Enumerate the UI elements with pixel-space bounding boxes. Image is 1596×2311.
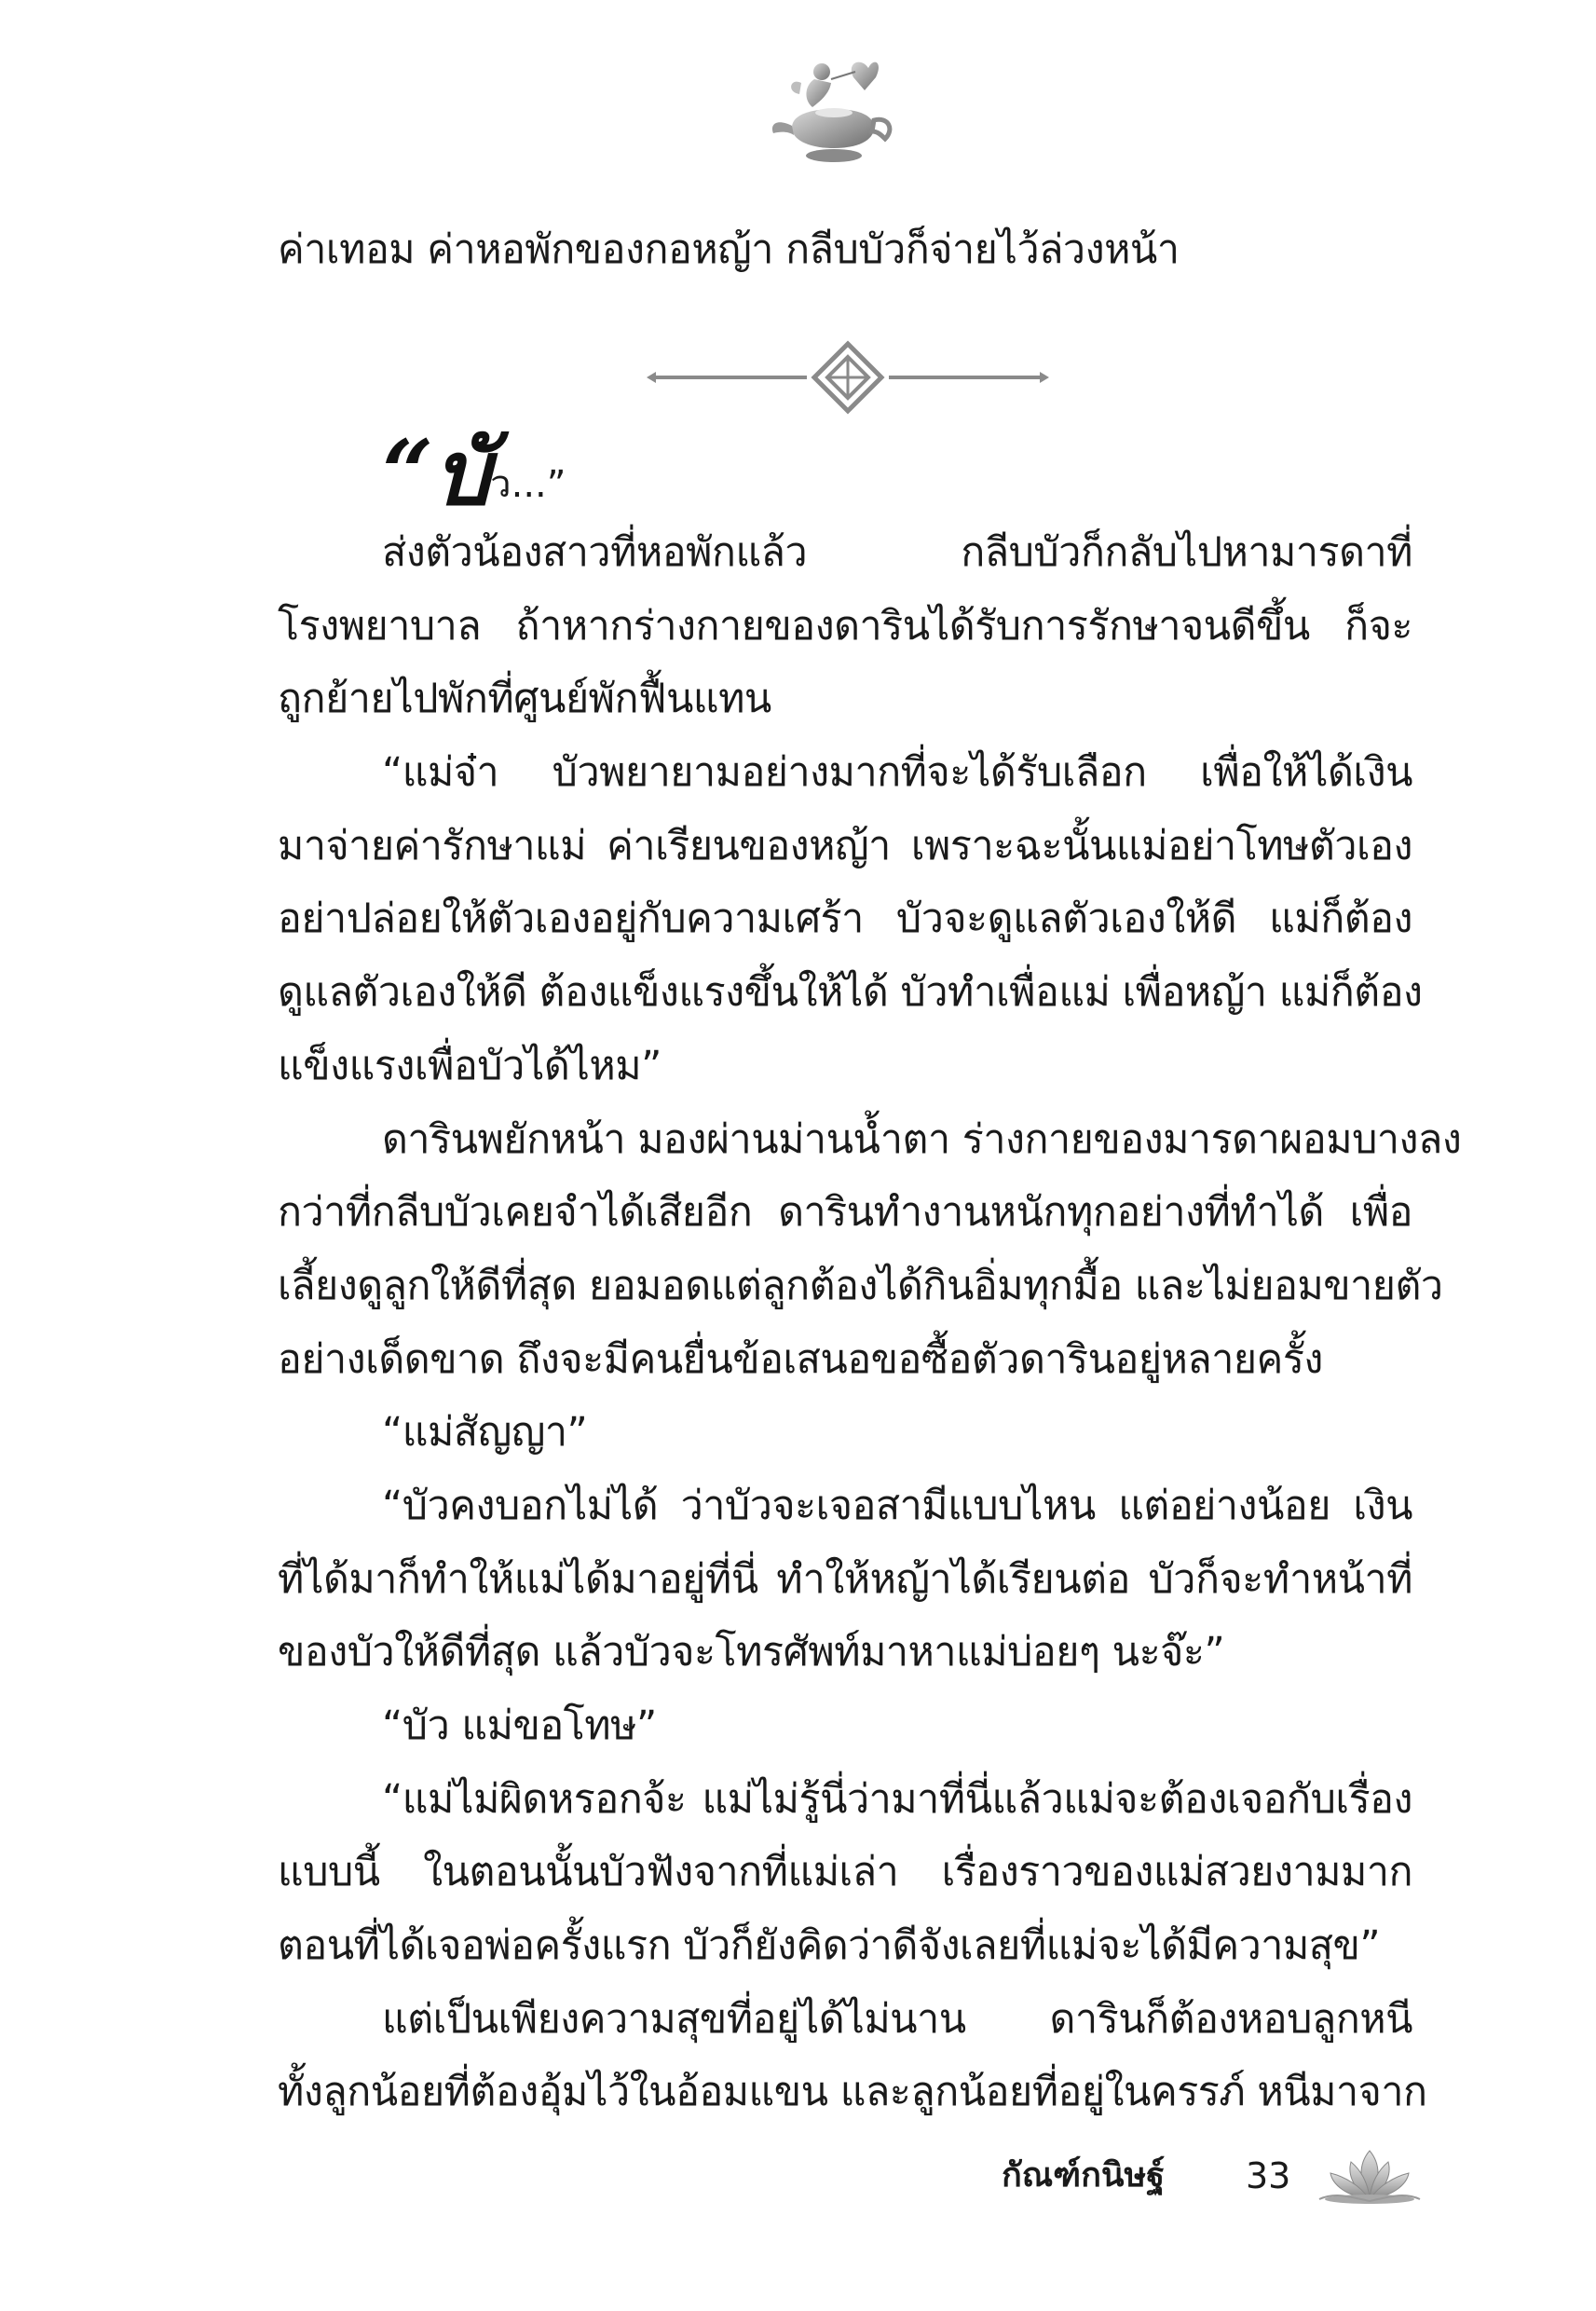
diamond-ornament-divider-icon xyxy=(643,340,1053,415)
text-line: ของบัวให้ดีที่สุด แล้วบัวจะโทรศัพท์มาหาแม่บ่อยๆ นะจ๊ะ” xyxy=(278,1629,1225,1676)
page-number: 33 xyxy=(1246,2155,1291,2196)
text-line: มาจ่ายค่ารักษาแม่ ค่าเรียนของหญ้า เพราะฉะนั้นแม่อย่าโทษตัวเอง xyxy=(278,822,1412,869)
text-line: โรงพยาบาล ถ้าหากร่างกายของดารินได้รับการรักษาจนดีขึ้น ก็จะ xyxy=(278,602,1412,650)
text-line: อย่าปล่อยให้ตัวเองอยู่กับความเศร้า บัวจะดูแลตัวเองให้ดี แม่ก็ต้อง xyxy=(278,896,1412,943)
chapter-opening xyxy=(382,417,566,529)
book-title: กัณฑ์กนิษฐ์ xyxy=(1002,2156,1166,2195)
drop-cap-rest: ว...” xyxy=(490,463,566,506)
text-line: อย่างเด็ดขาด ถึงจะมีคนยื่นข้อเสนอขอซื้อตัวดารินอยู่หลายครั้ง xyxy=(278,1335,1323,1383)
text-line: “แม่ไม่ผิดหรอกจ้ะ แม่ไม่รู้นี่ว่ามาที่นี่แล้วแม่จะต้องเจอกับเรื่อง xyxy=(382,1775,1412,1823)
text-line: ถูกย้ายไปพักที่ศูนย์พักฟื้นแทน xyxy=(278,676,771,723)
text-line: ดารินพยักหน้า มองผ่านม่านน้ำตา ร่างกายของมารดาผอมบางลง xyxy=(382,1115,1462,1163)
text-line: “บัว แม่ขอโทษ” xyxy=(382,1702,657,1749)
text-line: เลี้ยงดูลูกให้ดีที่สุด ยอมอดแต่ลูกต้องได้กินอิ่มทุกมื้อ และไม่ยอมขายตัว xyxy=(278,1262,1443,1309)
text-line: ที่ได้มาก็ทำให้แม่ได้มาอยู่ที่นี่ ทำให้หญ้าได้เรียนต่อ บัวก็จะทำหน้าที่ xyxy=(278,1555,1412,1603)
cupid-teapot-emblem-icon xyxy=(764,51,904,177)
text-line: ทั้งลูกน้อยที่ต้องอุ้มไว้ในอ้อมแขน และลูกน้อยที่อยู่ในครรภ์ หนีมาจาก xyxy=(278,2069,1427,2116)
text-line: แข็งแรงเพื่อบัวได้ไหม” xyxy=(278,1042,662,1089)
drop-cap: “บั xyxy=(382,420,491,526)
body-text xyxy=(278,516,1462,2129)
text-line: ดูแลตัวเองให้ดี ต้องแข็งแรงขึ้นให้ได้ บัวทำเพื่อแม่ เพื่อหญ้า แม่ก็ต้อง xyxy=(278,969,1423,1017)
continued-line: ค่าเทอม ค่าหอพักของกอหญ้า กลีบบัวก็จ่ายไว้ล่วงหน้า xyxy=(278,226,1180,273)
lotus-icon xyxy=(1314,2145,1425,2207)
text-line: แบบนี้ ในตอนนั้นบัวฟังจากที่แม่เล่า เรื่องราวของแม่สวยงามมาก xyxy=(278,1849,1412,1896)
text-line: “แม่สัญญา” xyxy=(382,1409,588,1456)
text-line: ส่งตัวน้องสาวที่หอพักแล้ว กลีบบัวก็กลับไปหามารดาที่ xyxy=(382,529,1412,576)
text-line: “บัวคงบอกไม่ได้ ว่าบัวจะเจอสามีแบบไหน แต่อย่างน้อย เงิน xyxy=(382,1482,1412,1529)
text-line: “แม่จ๋า บัวพยายามอย่างมากที่จะได้รับเลือก เพื่อให้ได้เงิน xyxy=(382,749,1412,797)
text-line: แต่เป็นเพียงความสุขที่อยู่ได้ไม่นาน ดารินก็ต้องหอบลูกหนี xyxy=(382,1995,1412,2043)
page-footer xyxy=(1002,2143,1439,2208)
text-line: กว่าที่กลีบบัวเคยจำได้เสียอีก ดารินทำงานหนักทุกอย่างที่ทำได้ เพื่อ xyxy=(278,1189,1412,1237)
text-line: ตอนที่ได้เจอพ่อครั้งแรก บัวก็ยังคิดว่าดีจังเลยที่แม่จะได้มีความสุข” xyxy=(278,1922,1381,1970)
